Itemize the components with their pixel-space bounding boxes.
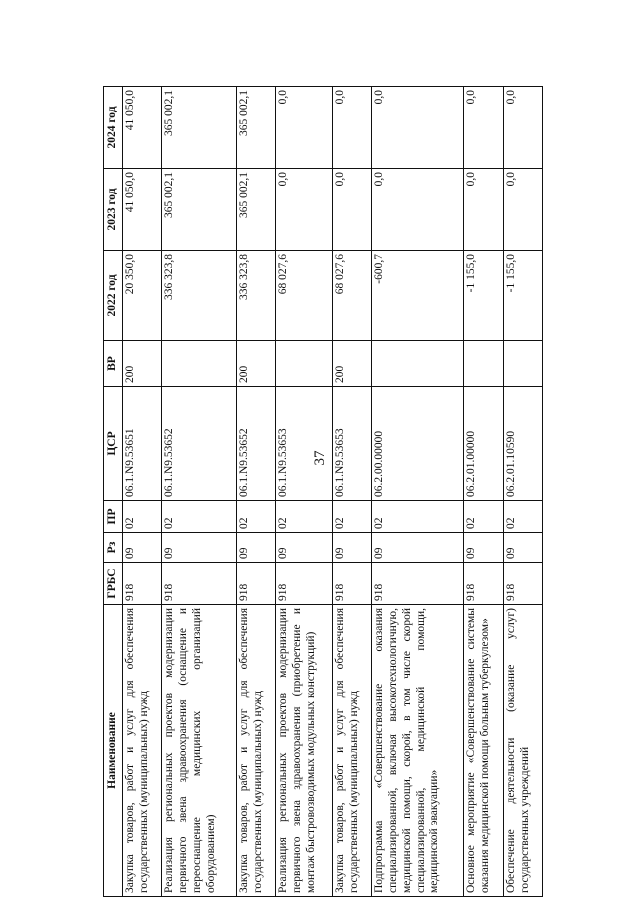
cell-grbs: 918 <box>332 563 371 605</box>
cell-name: Обеспечение деятельности (оказание услуг) государственных учреждений <box>503 605 542 897</box>
cell-rz: 09 <box>332 533 371 563</box>
cell-2022: 336 323,8 <box>236 251 275 341</box>
cell-grbs: 918 <box>464 563 503 605</box>
budget-table-wrapper <box>103 87 543 897</box>
cell-2024: 0,0 <box>372 87 464 169</box>
cell-2024: 0,0 <box>276 87 333 169</box>
cell-pr: 02 <box>464 501 503 533</box>
cell-csr: 06.1.N9.53652 <box>162 387 237 501</box>
cell-2023: 0,0 <box>503 169 542 251</box>
cell-name: Реализация региональных проектов модернизации первичного звена здравоохранения (оснащение и переоснащение медицинских организаций оборудованием) <box>162 605 237 897</box>
cell-csr: 06.1.N9.53651 <box>123 387 162 501</box>
cell-name: Подпрограмма «Совершенствование оказания специализированной, включая высокотехнологичную, медицинской помощи, скорой, в том числе скорой специализированной, медицинской помощи, медицинской эвакуации» <box>372 605 464 897</box>
header-2022: 2022 год <box>104 251 123 341</box>
cell-2023: 0,0 <box>372 169 464 251</box>
cell-csr: 06.2.01.10590 <box>503 387 542 501</box>
table-row <box>123 87 162 897</box>
cell-pr: 02 <box>123 501 162 533</box>
cell-name: Закупка товаров, работ и услуг для обеспечения государственных (муниципальных) нужд <box>123 605 162 897</box>
cell-csr: 06.1.N9.53653 <box>276 387 333 501</box>
table-row <box>464 87 503 897</box>
cell-csr: 06.2.01.00000 <box>464 387 503 501</box>
cell-rz: 09 <box>372 533 464 563</box>
cell-pr: 02 <box>276 501 333 533</box>
cell-grbs: 918 <box>503 563 542 605</box>
cell-2024: 0,0 <box>332 87 371 169</box>
cell-vr <box>464 341 503 387</box>
cell-rz: 09 <box>503 533 542 563</box>
cell-2022: 336 323,8 <box>162 251 237 341</box>
cell-vr: 200 <box>236 341 275 387</box>
cell-2022: -600,7 <box>372 251 464 341</box>
cell-vr <box>372 341 464 387</box>
table-row <box>236 87 275 897</box>
cell-grbs: 918 <box>123 563 162 605</box>
cell-rz: 09 <box>464 533 503 563</box>
cell-vr: 200 <box>332 341 371 387</box>
cell-2024: 0,0 <box>503 87 542 169</box>
table-row <box>332 87 371 897</box>
cell-rz: 09 <box>123 533 162 563</box>
header-2024: 2024 год <box>104 87 123 169</box>
header-pr: ПР <box>104 501 123 533</box>
header-rz: Рз <box>104 533 123 563</box>
cell-name: Закупка товаров, работ и услуг для обеспечения государственных (муниципальных) нужд <box>332 605 371 897</box>
cell-2023: 0,0 <box>464 169 503 251</box>
cell-csr: 06.1.N9.53652 <box>236 387 275 501</box>
table-row <box>276 87 333 897</box>
cell-rz: 09 <box>276 533 333 563</box>
cell-2023: 0,0 <box>332 169 371 251</box>
cell-grbs: 918 <box>276 563 333 605</box>
cell-rz: 09 <box>162 533 237 563</box>
cell-2023: 0,0 <box>276 169 333 251</box>
table-row <box>372 87 464 897</box>
page-number: 37 <box>312 450 328 466</box>
header-vr: ВР <box>104 341 123 387</box>
cell-2023: 41 050,0 <box>123 169 162 251</box>
cell-name: Реализация региональных проектов модернизации первичного звена здравоохранения (приобретение и монтаж быстровозводимых модульных конструкций) <box>276 605 333 897</box>
cell-vr <box>503 341 542 387</box>
budget-table <box>103 86 543 897</box>
cell-2022: 68 027,6 <box>276 251 333 341</box>
table-row <box>162 87 237 897</box>
cell-vr: 200 <box>123 341 162 387</box>
cell-2022: 68 027,6 <box>332 251 371 341</box>
cell-2023: 365 002,1 <box>236 169 275 251</box>
cell-2024: 0,0 <box>464 87 503 169</box>
cell-rz: 09 <box>236 533 275 563</box>
cell-grbs: 918 <box>236 563 275 605</box>
cell-pr: 02 <box>236 501 275 533</box>
cell-2024: 41 050,0 <box>123 87 162 169</box>
cell-pr: 02 <box>162 501 237 533</box>
cell-vr <box>162 341 237 387</box>
header-grbs: ГРБС <box>104 563 123 605</box>
header-2023: 2023 год <box>104 169 123 251</box>
cell-pr: 02 <box>372 501 464 533</box>
cell-vr <box>276 341 333 387</box>
cell-csr: 06.2.00.00000 <box>372 387 464 501</box>
cell-2024: 365 002,1 <box>162 87 237 169</box>
table-row <box>503 87 542 897</box>
cell-2022: -1 155,0 <box>464 251 503 341</box>
cell-2024: 365 002,1 <box>236 87 275 169</box>
cell-grbs: 918 <box>372 563 464 605</box>
cell-name: Основное мероприятие «Совершенствование системы оказания медицинской помощи больным туберкулезом» <box>464 605 503 897</box>
cell-2022: -1 155,0 <box>503 251 542 341</box>
cell-pr: 02 <box>503 501 542 533</box>
header-csr: ЦСР <box>104 387 123 501</box>
table-header-row <box>104 87 123 897</box>
cell-pr: 02 <box>332 501 371 533</box>
cell-2022: 20 350,0 <box>123 251 162 341</box>
cell-grbs: 918 <box>162 563 237 605</box>
cell-name: Закупка товаров, работ и услуг для обеспечения государственных (муниципальных) нужд <box>236 605 275 897</box>
header-name: Наименование <box>104 605 123 897</box>
cell-2023: 365 002,1 <box>162 169 237 251</box>
cell-csr: 06.1.N9.53653 <box>332 387 371 501</box>
